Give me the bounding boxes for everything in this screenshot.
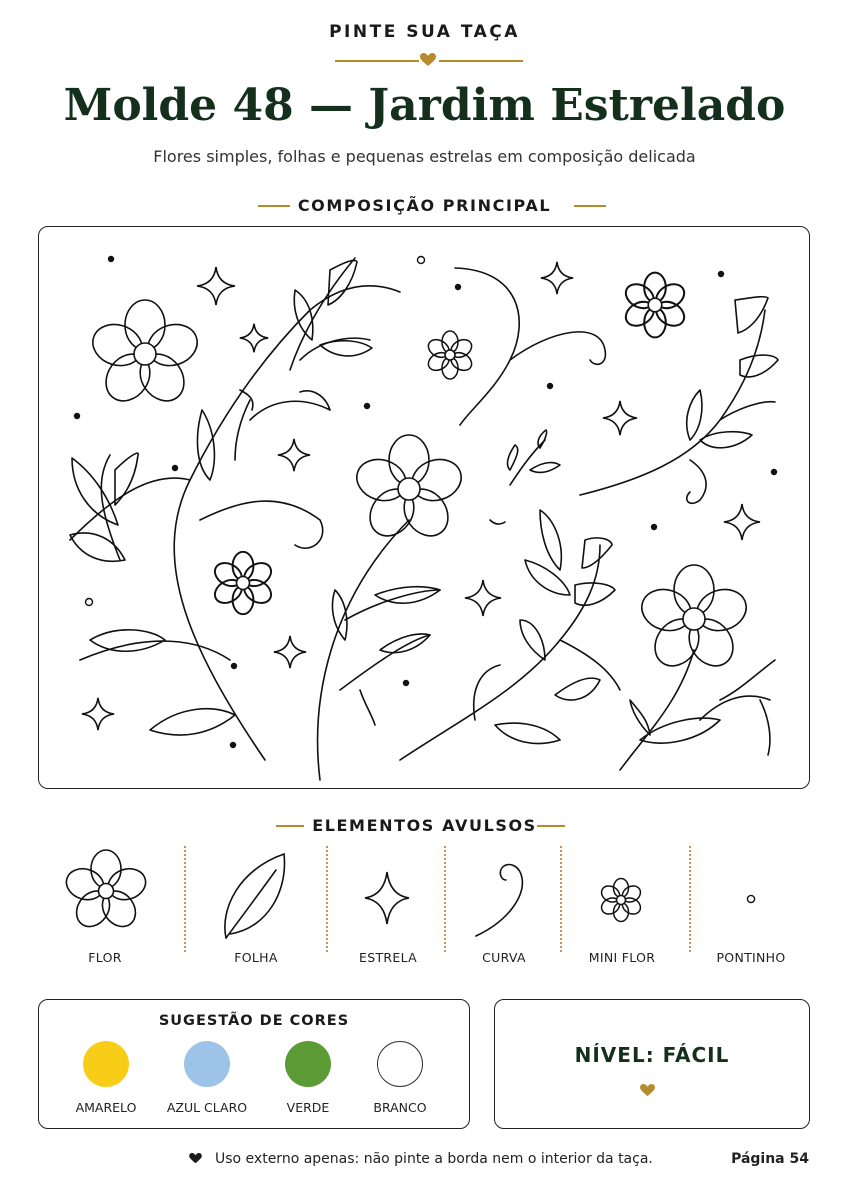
kicker-text: PINTE SUA TAÇA: [329, 22, 520, 42]
swatch-label: VERDE: [286, 1100, 330, 1115]
dotted-divider: [184, 846, 186, 952]
color-card-heading: SUGESTÃO DE CORES: [158, 1013, 350, 1029]
swatch-label: AMARELO: [75, 1100, 137, 1115]
page-number: Página 54: [731, 1151, 809, 1167]
swatch-amarelo: [83, 1041, 129, 1087]
swatch-label: AZUL CLARO: [166, 1100, 248, 1115]
dotted-divider: [560, 846, 562, 952]
main-composition-frame: [38, 226, 810, 789]
elements-section-heading: ELEMENTOS AVULSOS: [312, 816, 537, 835]
heading-rule-right: [537, 825, 565, 827]
element-label-flor: FLOR: [88, 950, 122, 965]
swatch-label: BRANCO: [373, 1100, 427, 1115]
flower-icon: [60, 846, 152, 936]
element-label-pontinho: PONTINHO: [716, 950, 786, 965]
curve-icon: [470, 860, 530, 942]
swatch-azul-claro: [184, 1041, 230, 1087]
swatch-branco: [377, 1041, 423, 1087]
usage-note: Uso externo apenas: não pinte a borda nem o interior da taça.: [215, 1151, 653, 1167]
heart-icon: [640, 1084, 655, 1097]
heart-bullet-icon: [189, 1153, 202, 1164]
page-subtitle: Flores simples, folhas e pequenas estrelas em composição delicada: [153, 147, 696, 166]
dotted-divider: [444, 846, 446, 952]
element-label-curva: CURVA: [482, 950, 526, 965]
level-text: NÍVEL: FÁCIL: [574, 1043, 730, 1067]
leaf-icon: [218, 850, 292, 942]
page-title: Molde 48 — Jardim Estrelado: [63, 80, 786, 131]
floral-composition-illustration: [38, 226, 810, 789]
kicker-rule-right: [439, 60, 523, 62]
element-label-estrela: ESTRELA: [359, 950, 417, 965]
dotted-divider: [689, 846, 691, 952]
star-icon: [362, 870, 412, 926]
main-section-heading: COMPOSIÇÃO PRINCIPAL: [297, 196, 552, 215]
mini-flower-icon: [597, 876, 645, 924]
dot-icon: [744, 892, 758, 906]
dotted-divider: [326, 846, 328, 952]
swatch-verde: [285, 1041, 331, 1087]
heart-icon: [420, 53, 436, 67]
kicker-rule-left: [335, 60, 419, 62]
heading-rule-left: [276, 825, 304, 827]
element-label-folha: FOLHA: [234, 950, 278, 965]
element-label-mini-flor: MINI FLOR: [588, 950, 656, 965]
heading-rule-left: [258, 205, 290, 207]
heading-rule-right: [574, 205, 606, 207]
